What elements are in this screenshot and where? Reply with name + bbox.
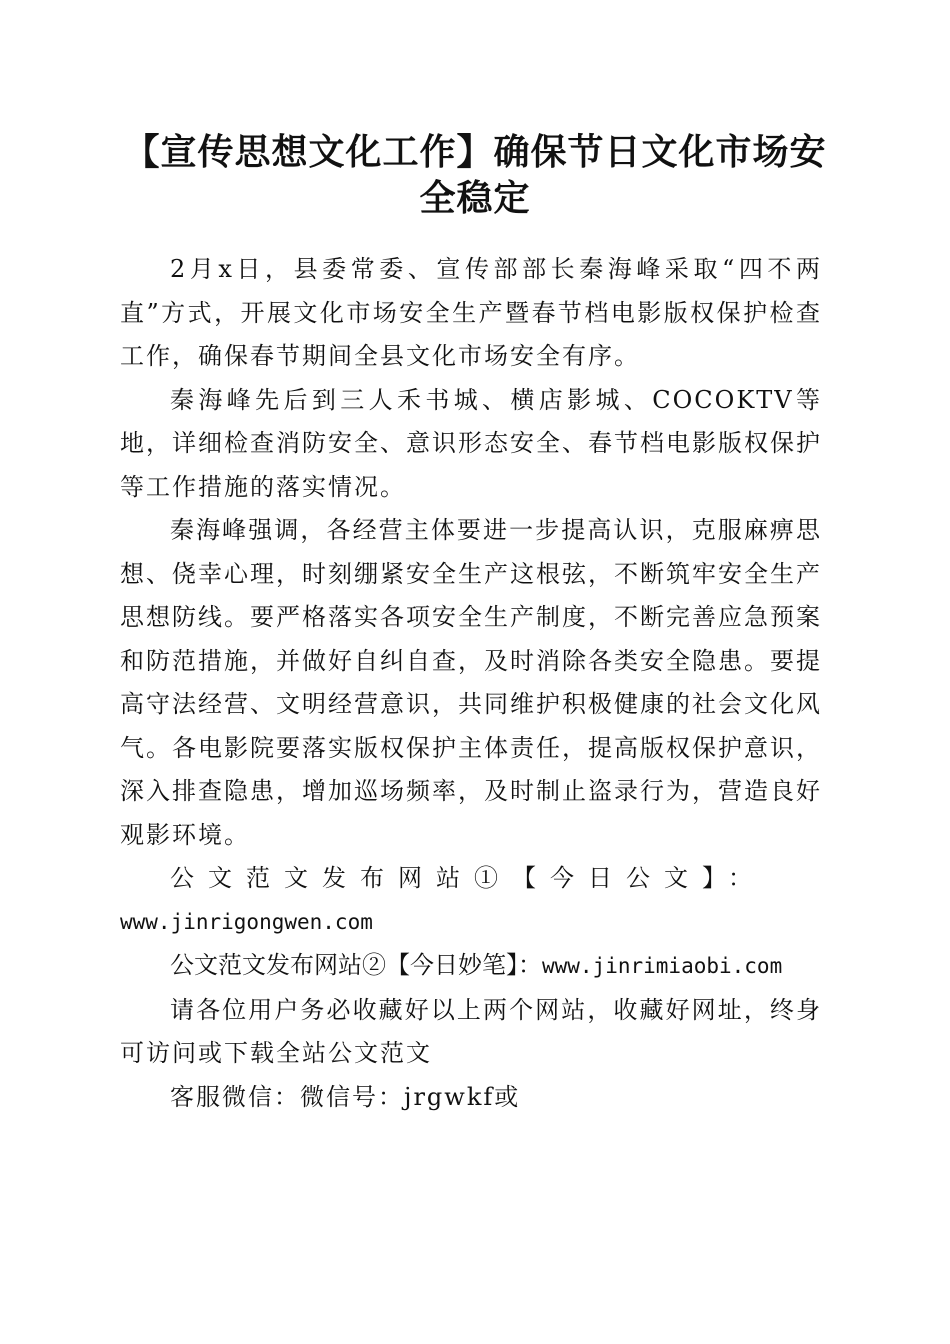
site-1-url[interactable]: www.jinrigongwen.com xyxy=(120,909,373,934)
service-line: 客服微信：微信号：jrgwkf或 xyxy=(170,1082,521,1111)
document-body xyxy=(120,248,822,1119)
document-title: 【宣传思想文化工作】确保节日文化市场安全稳定 xyxy=(123,132,827,219)
site-1-label: 公文范文发布网站①【今日公文】： xyxy=(170,864,766,892)
site-1-line xyxy=(120,857,822,944)
site-2-line xyxy=(120,944,822,989)
site-2-label: 公文范文发布网站②【今日妙笔】： xyxy=(170,951,542,979)
paragraph-1: 2月x日，县委常委、宣传部部长秦海峰采取“四不两直”方式，开展文化市场安全生产暨春节档电影版权保护检查工作，确保春节期间全县文化市场安全有序。 xyxy=(120,255,822,370)
paragraph-3: 秦海峰强调，各经营主体要进一步提高认识，克服麻痹思想、侥幸心理，时刻绷紧安全生产这根弦，不断筑牢安全生产思想防线。要严格落实各项安全生产制度，不断完善应急预案和防范措施，并做好自纠自查，及时消除各类安全隐患。要提高守法经营、文明经营意识，共同维护积极健康的社会文化风气。各电影院要落实版权保护主体责任，提高版权保护意识，深入排查隐患，增加巡场频率，及时制止盗录行为，营造良好观影环境。 xyxy=(120,516,822,849)
site-2-url[interactable]: www.jinrimiaobi.com xyxy=(542,954,783,978)
paragraph-2: 秦海峰先后到三人禾书城、横店影城、COCOKTV等地，详细检查消防安全、意识形态安全、春节档电影版权保护等工作措施的落实情况。 xyxy=(120,385,822,501)
notice-paragraph: 请各位用户务必收藏好以上两个网站，收藏好网址，终身可访问或下载全站公文范文 xyxy=(120,995,822,1067)
